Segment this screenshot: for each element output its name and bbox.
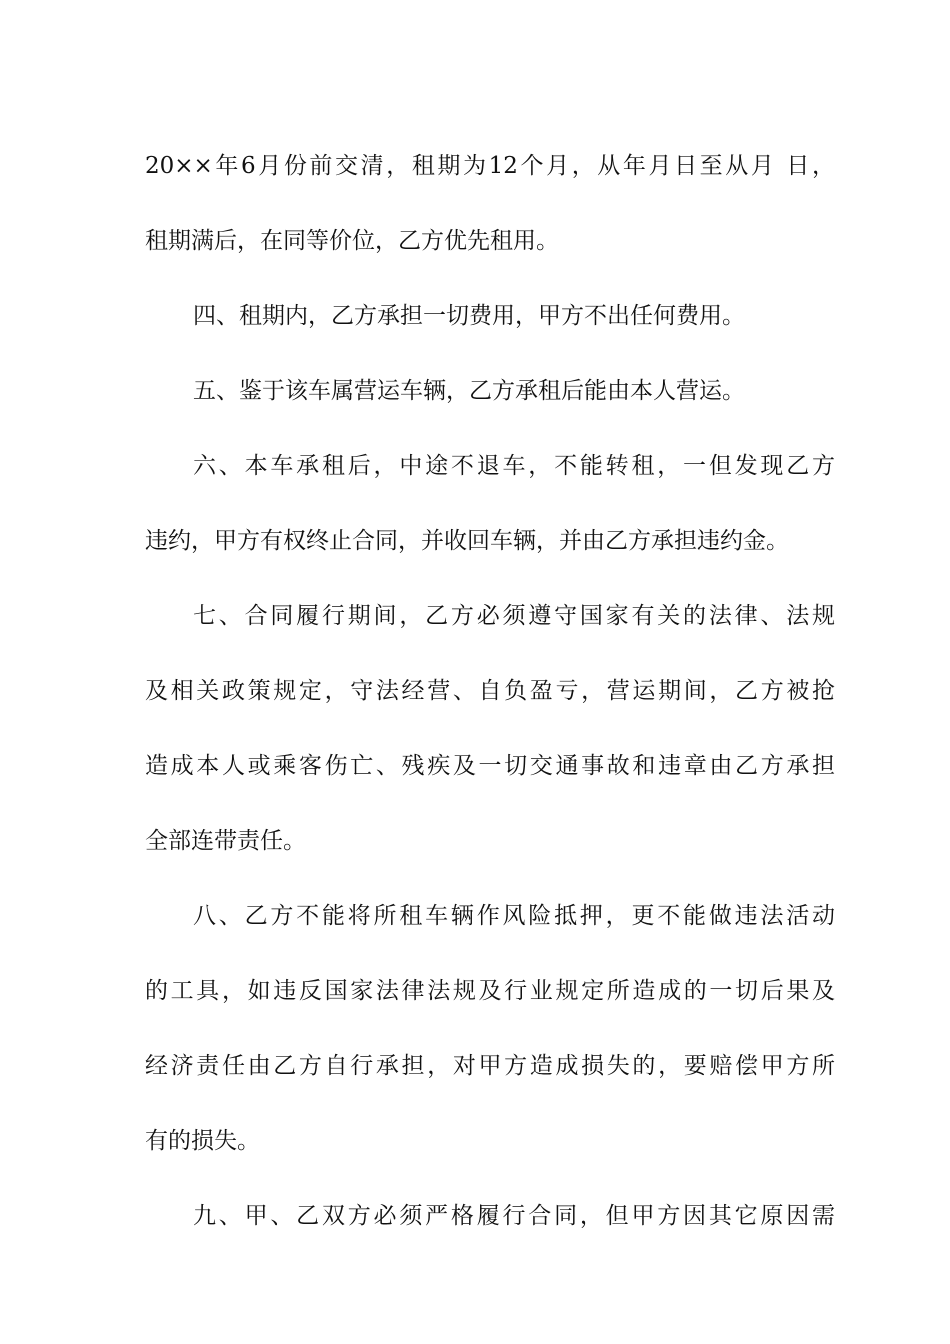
paragraph-line: 五、鉴于该车属营运车辆，乙方承租后能由本人营运。 (193, 378, 745, 404)
paragraph-line: 八、乙方不能将所租车辆作风险抵押，更不能做违法活动 (193, 903, 835, 929)
paragraph-line: 七、合同履行期间，乙方必须遵守国家有关的法律、法规 (193, 603, 835, 629)
paragraph-line: 及相关政策规定，守法经营、自负盈亏，营运期间，乙方被抢 (145, 678, 835, 704)
paragraph-line: 全部连带责任。 (145, 828, 306, 854)
paragraph-line: 的工具，如违反国家法律法规及行业规定所造成的一切后果及 (145, 978, 835, 1004)
document-body (145, 129, 835, 1254)
paragraph-line: 六、本车承租后，中途不退车，不能转租，一但发现乙方 (193, 453, 835, 479)
paragraph-line: 经济责任由乙方自行承担，对甲方造成损失的，要赔偿甲方所 (145, 1053, 835, 1079)
paragraph-line: 违约，甲方有权终止合同，并收回车辆，并由乙方承担违约金。 (145, 528, 789, 554)
paragraph-line: 造成本人或乘客伤亡、残疾及一切交通事故和违章由乙方承担 (145, 753, 835, 779)
paragraph-line: 有的损失。 (145, 1128, 260, 1154)
paragraph-line: 租期满后，在同等价位，乙方优先租用。 (145, 228, 559, 254)
paragraph-line: 20××年6月份前交清，租期为12个月，从年月日至从月 日， (145, 153, 835, 179)
paragraph-line: 四、租期内，乙方承担一切费用，甲方不出任何费用。 (193, 303, 745, 329)
paragraph-line: 九、甲、乙双方必须严格履行合同，但甲方因其它原因需 (193, 1203, 835, 1229)
